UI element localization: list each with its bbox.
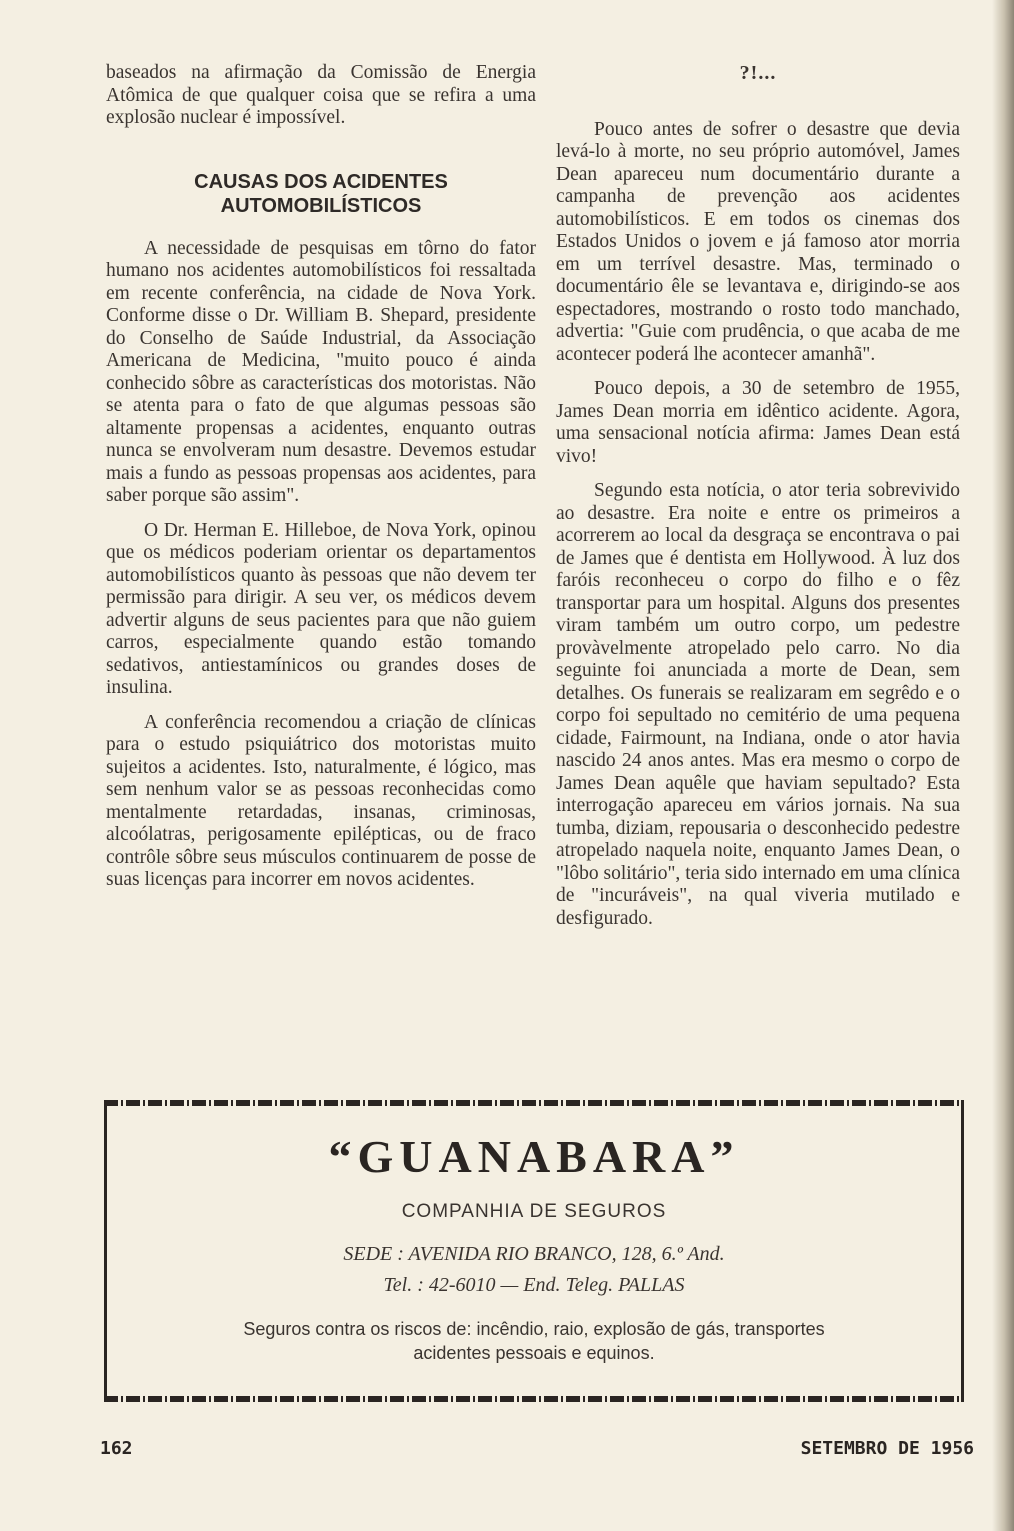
ad-subtitle: COMPANHIA DE SEGUROS [401, 1201, 667, 1222]
intro-paragraph: baseados na afirmação da Comissão de Energia Atômica de que qualquer coisa que se refira a uma explosão nuclear é impossível. [106, 62, 536, 128]
ad-telephone: Tel. : 42-6010 — End. Teleg. PALLAS [383, 1274, 685, 1296]
paragraph: A necessidade de pesquisas em tôrno do fator humano nos acidentes automobilísticos foi ressaltada em recente conferência, na cidade de Nova York. Conforme disse o Dr. William B. Shepard, presidente do Conselho de Saúde Industrial, da Associação Americana de Medicina, "muito pouco é ainda conhecido sôbre as características dos motoristas. Não se atenta para o fato de que algumas pessoas são altamente propensas a acidentes, enquanto outras nunca se envolveram num desastre. Devemos estudar mais a fundo as pessoas propensas aos acidentes, para saber porque são assim". [106, 237, 536, 506]
issue-date: SETEMBRO DE 1956 [800, 1438, 974, 1459]
ad-company-name: “GUANABARA” [328, 1131, 740, 1182]
ad-border-bottom [104, 1396, 964, 1402]
paragraph: Pouco antes de sofrer o desastre que devia levá-lo à morte, no seu próprio automóvel, James Dean apareceu num documentário durante a campanha de prevenção aos acidentes automobilísticos. E em todos os cinemas dos Estados Unidos o jovem e já famoso ator morria em um terrível desastre. Mas, terminado o documentário êle se levantava e, dirigindo-se aos espectadores, mostrando o rosto todo manchado, advertia: "Guie com prudência, o que acaba de me acontecer poderá lhe acontecer amanhã". [556, 118, 960, 365]
paragraph: Segundo esta notícia, o ator teria sobrevivido ao desastre. Era noite e entre os primeiros a acorrerem ao local da desgraça se encontrava o pai de James que é dentista em Hollywood. À luz dos faróis reconheceu o corpo do filho e o fêz transportar para um hospital. Alguns dos presentes viram também um outro corpo, um pedestre provàvelmente atropelado pelo carro. No dia seguinte foi anunciada a morte de Dean, sem detalhes. Os funerais se realizaram em segrêdo e o corpo foi sepultado no cemitério de uma pequena cidade, Fairmount, na Indiana, onde o ator havia nascido 24 anos antes. Mas era mesmo o corpo de James Dean aquêle que haviam sepultado? Esta interrogação apareceu em vários jornais. Na sua tumba, diziam, repousaria o desconhecido pedestre atropelado naquela noite, enquanto James Dean, o "lôbo solitário", teria sido internado em uma clínica de "incuráveis", na qual viveria mutilado e desfigurado. [556, 480, 960, 929]
insurance-advertisement [104, 1100, 964, 1402]
ad-border-top [104, 1100, 964, 1106]
paragraph: A conferência recomendou a criação de clínicas para o estudo psiquiátrico dos motoristas muito sujeitos a acidentes. Isto, naturalmente, é lógico, mas sem nenhum valor se as pessoas reconhecidas como mentalmente retardadas, insanas, criminosas, alcoólatras, perigosamente epilépticas, ou de fraco contrôle sôbre seus músculos continuarem de posse de suas licenças para incorrer em novos acidentes. [106, 711, 536, 890]
paragraph: O Dr. Herman E. Hilleboe, de Nova York, opinou que os médicos poderiam orientar os departamentos automobilísticos quanto às pessoas que não devem ter permissão para dirigir. A seu ver, os médicos devem advertir alguns de seus pacientes para que não guiem carros, especialmente quando estão tomando sedativos, antiestamínicos ou grandes doses de insulina. [106, 519, 536, 698]
ad-body [107, 1317, 961, 1365]
right-column [556, 62, 960, 942]
ad-body-line: acidentes pessoais e equinos. [413, 1343, 655, 1363]
section-title: ?!... [739, 62, 777, 84]
left-column [106, 62, 536, 904]
page-number: 162 [100, 1438, 133, 1459]
page-edge-shadow [992, 0, 1014, 1531]
section-heading: CAUSAS DOS ACIDENTES AUTOMOBILÍSTICOS [194, 170, 448, 217]
ad-body-line: Seguros contra os riscos de: incêndio, raio, explosão de gás, transportes [243, 1319, 825, 1339]
paragraph: Pouco depois, a 30 de setembro de 1955, James Dean morria em idêntico acidente. Agora, uma sensacional notícia afirma: James Dean está vivo! [556, 378, 960, 467]
ad-address: SEDE : AVENIDA RIO BRANCO, 128, 6.º And. [343, 1243, 725, 1265]
